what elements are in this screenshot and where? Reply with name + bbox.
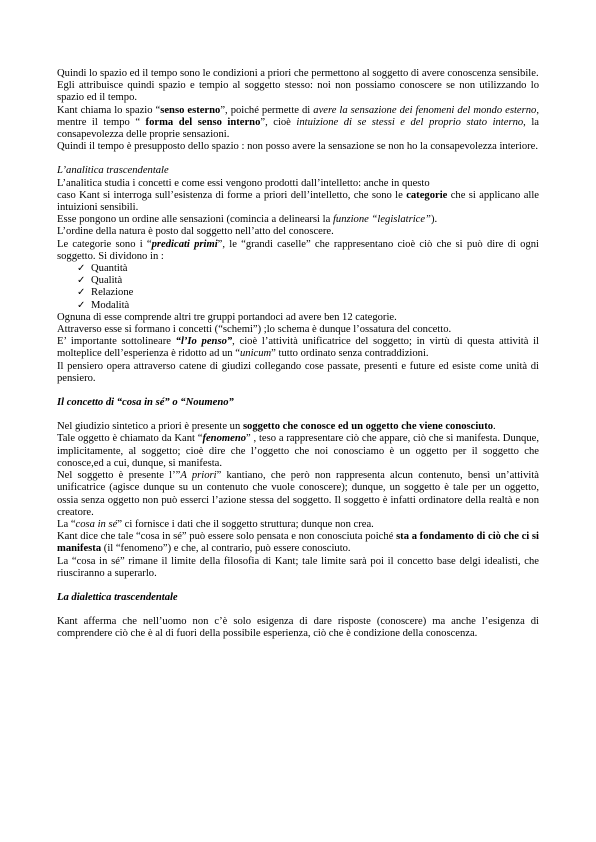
section-heading: Il concetto di “cosa in sé” o “Noumeno” — [57, 397, 234, 409]
check-icon: ✓ — [77, 263, 86, 275]
list-item: ✓ Qualità — [77, 275, 123, 287]
paragraph: Egli attribuisce quindi spazio e tempio al soggetto stesso: noi non possiamo conoscere se non utilizzando lo spazio ed il tempo. — [57, 80, 539, 104]
check-icon: ✓ — [77, 299, 86, 311]
paragraph: Quindi lo spazio ed il tempo sono le condizioni a priori che permettono al soggetto di avere conoscenza sensibile. — [57, 68, 539, 79]
paragraph: Nel soggetto è presente l’”A priori” kantiano, che però non rappresenta alcun contenuto, bensì un’attività unificatrice (agisce dunque su un contenuto che vuole conoscere); dunque, un soggetto è tale per un oggetto, ossia senza oggetto non può esserci l’azione stessa del soggetto. Il soggetto è infatti ordinatore della realtà e non creatore. — [57, 470, 540, 518]
paragraph: Quindi il tempo è presupposto dello spazio : non posso avere la sensazione se non ho la consapevolezza interiore. — [57, 141, 538, 153]
paragraph: Kant dice che tale “cosa in sé” può essere solo pensata e non conosciuta poiché sta a fondamento di ciò che ci si manifesta (il “fenomeno”) e che, al contrario, può essere conosciuto. — [57, 531, 540, 555]
paragraph: Il pensiero opera attraverso catene di giudizi collegando cose passate, presenti e future ed esiste come unità di pensiero. — [57, 360, 539, 384]
paragraph: La “cosa in sé” rimane il limite della filosofia di Kant; tale limite sarà poi il concetto base delgi idealisti, che riusciranno a superarlo. — [57, 555, 539, 579]
list-item: ✓ Modalità — [77, 299, 130, 311]
paragraph: Kant chiama lo spazio “senso esterno”, poiché permette di avere la sensazione dei fenomeni del mondo esterno, mentre il tempo “ forma del senso interno”, cioè intuizione di se stessi e del proprio stato interno, la consapevolezza delle proprie sensazioni. — [57, 104, 540, 141]
check-icon: ✓ — [77, 275, 86, 287]
paragraph: Attraverso esse si formano i concetti (“schemi”) ;lo schema è dunque l’ossatura del concetto. — [57, 324, 452, 336]
paragraph: Le categorie sono i “predicati primi”, le “grandi caselle” che rappresentano cioè ciò che si può dire di ogni soggetto. Si dividono in : — [57, 238, 539, 262]
list-item: ✓ Relazione — [77, 287, 134, 299]
section-heading: L’analitica trascendentale — [57, 165, 169, 177]
analitica-section — [57, 165, 539, 385]
section-heading: La dialettica trascendentale — [57, 591, 178, 603]
intro-section — [57, 68, 539, 153]
paragraph: Ognuna di esse comprende altri tre gruppi portandoci ad avere ben 12 categorie. — [57, 311, 397, 323]
noumeno-section — [57, 397, 539, 580]
paragraph: La “cosa in sé” ci fornisce i dati che il soggetto struttura; dunque non crea. — [57, 518, 374, 530]
paragraph: Tale oggetto è chiamato da Kant “fenomeno” , teso a rappresentare ciò che appare, ciò che si manifesta. Dunque, implicitamente, al soggetto; cioè dire che l’oggetto che noi conosciamo è un oggetto per il soggetto che conosce,ed a cui, dunque, si manifesta. — [57, 433, 539, 469]
dialettica-section — [57, 592, 539, 641]
paragraph: L’analitica studia i concetti e come essi vengono prodotti dall’intelletto: anche in questo — [57, 177, 430, 189]
paragraph: Kant afferma che nell’uomo non c’è solo esigenza di dare risposte (conoscere) ma anche l’esigenza di comprendere ciò che è al di fuori della possibile esperienza, ciò che è condizione della conoscenza. — [57, 616, 539, 640]
check-icon: ✓ — [77, 287, 86, 299]
list-item: ✓ Quantità — [77, 263, 128, 275]
paragraph: Esse pongono un ordine alle sensazioni (comincia a delinearsi la funzione “legislatrice”). — [57, 214, 438, 226]
paragraph: E’ importante sottolineare “l’Io penso”, cioè l’attività unificatrice del soggetto; in virtù di questa attività il molteplice dell’esperienza è ridotto ad un “unicum” tutto ordinato senza contraddizioni. — [57, 336, 539, 360]
categories-list — [57, 263, 539, 312]
paragraph: caso Kant si interroga sull’esistenza di forme a priori dell’intelletto, che sono le categorie che si applicano alle intuizioni sensibili. — [57, 189, 539, 214]
paragraph: Nel giudizio sintetico a priori è presente un soggetto che conosce ed un oggetto che viene conosciuto. — [57, 421, 496, 433]
paragraph: L’ordine della natura è posto dal soggetto nell’atto del conoscere. — [57, 226, 334, 238]
